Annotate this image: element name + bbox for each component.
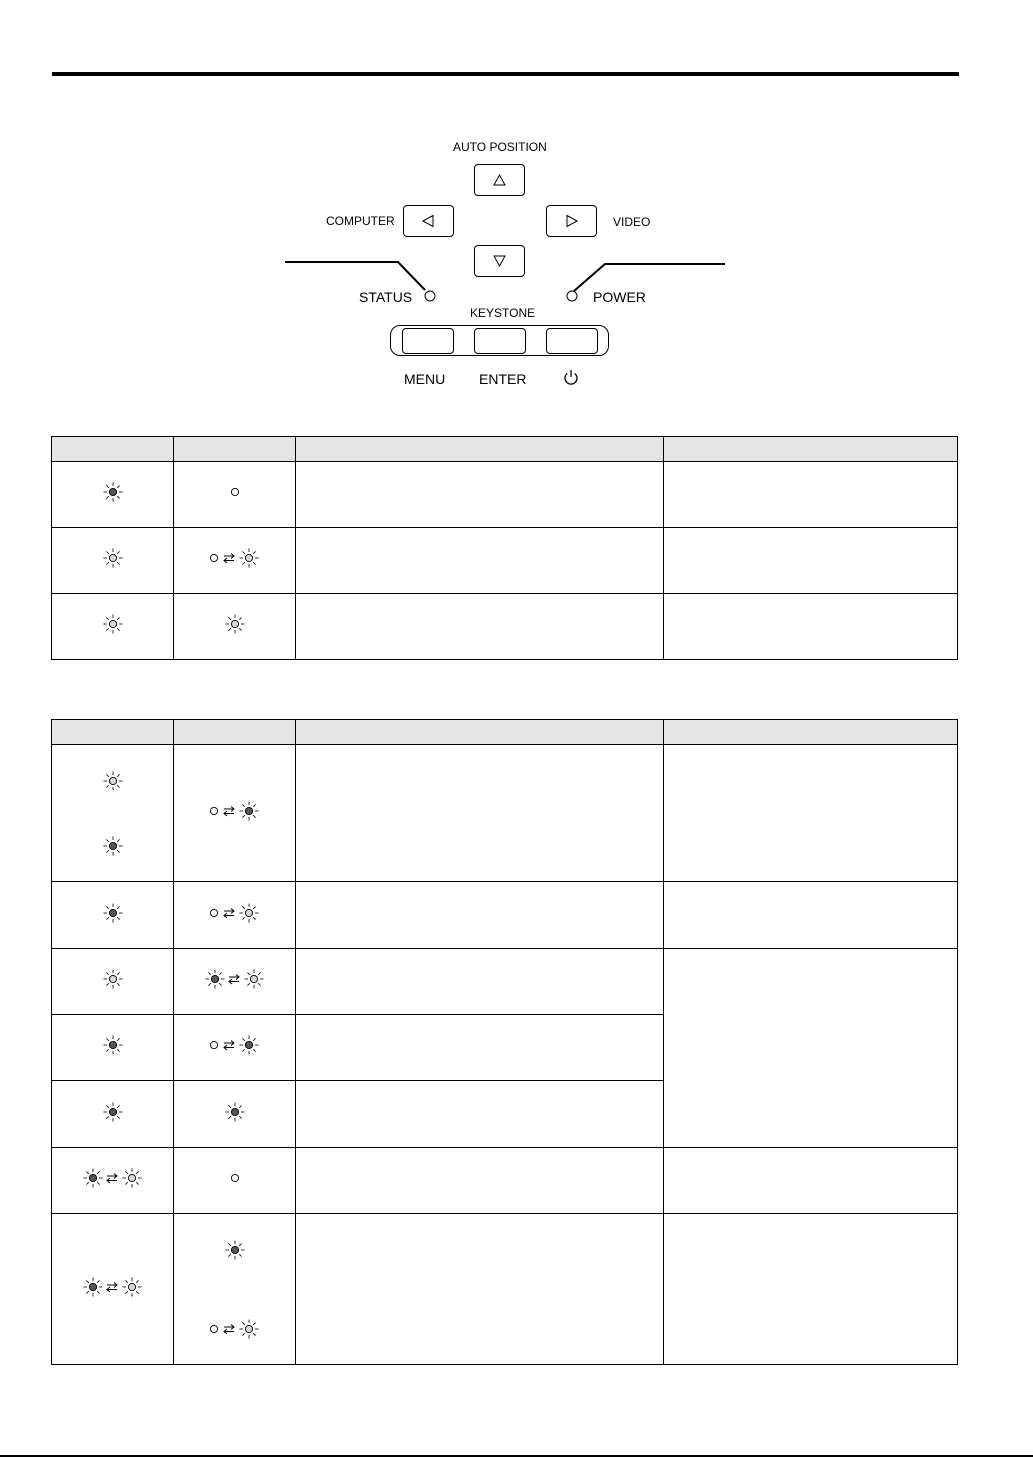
status-led-cell (52, 949, 174, 1015)
power-led-cell (174, 745, 296, 882)
header-cell (174, 720, 296, 745)
off-swap-lit-light-led-icon (209, 902, 261, 924)
computer-label: COMPUTER (326, 214, 395, 228)
table-row (52, 1148, 958, 1214)
header-cell (174, 437, 296, 462)
off-swap-lit-light-led-icon (209, 547, 261, 569)
header-cell (52, 437, 174, 462)
menu-button[interactable] (402, 328, 454, 354)
remedy-cell (664, 1148, 958, 1214)
header-cell (664, 720, 958, 745)
condition-cell (296, 1214, 664, 1365)
menu-label: MENU (404, 371, 446, 387)
remedy-cell (664, 949, 958, 1148)
table-row (52, 745, 958, 882)
lit-dark-led-icon (102, 481, 124, 503)
up-arrow-icon (475, 165, 524, 195)
power-led-cell (174, 594, 296, 660)
status-led-cell (52, 882, 174, 949)
condition-cell (296, 1015, 664, 1081)
status-label: STATUS (359, 289, 413, 305)
power-led-cell (174, 1015, 296, 1081)
left-arrow-icon (404, 206, 453, 236)
left-button[interactable] (403, 205, 454, 237)
off-swap-lit-light-led-icon (209, 1318, 261, 1340)
lit-light-led-icon (102, 968, 124, 990)
condition-cell (296, 949, 664, 1015)
table-row (52, 594, 958, 660)
status-led-cell (52, 462, 174, 528)
header-cell (296, 437, 664, 462)
indicator-table-warning (51, 719, 958, 1365)
table-row (52, 882, 958, 949)
lit-light-led-icon (102, 770, 124, 792)
table-row (52, 528, 958, 594)
condition-cell (296, 462, 664, 528)
power-led-cell (174, 528, 296, 594)
litdark-swap-litlight-led-icon (83, 1167, 143, 1189)
off-led-icon (229, 481, 241, 503)
remedy-cell (664, 745, 958, 882)
lit-dark-led-icon (102, 902, 124, 924)
table-row (52, 949, 958, 1015)
condition-cell (296, 882, 664, 949)
off-led-icon (229, 1167, 241, 1189)
video-label: VIDEO (613, 215, 651, 229)
power-led-cell (174, 1081, 296, 1148)
header-cell (664, 437, 958, 462)
lit-dark-led-icon (224, 1239, 246, 1261)
auto-position-label: AUTO POSITION (453, 140, 547, 154)
header-cell (296, 720, 664, 745)
status-led-cell (52, 1148, 174, 1214)
status-led-cell (52, 1015, 174, 1081)
status-led-cell (52, 745, 174, 882)
callout-lines (280, 255, 730, 305)
right-button[interactable] (546, 205, 597, 237)
table-header-row (52, 437, 958, 462)
lit-dark-led-icon (102, 835, 124, 857)
bottom-rule (0, 1455, 1033, 1457)
lit-light-led-icon (224, 613, 246, 635)
lit-light-led-icon (102, 613, 124, 635)
lit-dark-led-icon (102, 1101, 124, 1123)
power-led-cell (174, 1214, 296, 1365)
condition-cell (296, 745, 664, 882)
keystone-label: KEYSTONE (470, 306, 536, 320)
power-button[interactable] (546, 328, 598, 354)
condition-cell (296, 528, 664, 594)
remedy-cell (664, 528, 958, 594)
lit-dark-led-icon (102, 1034, 124, 1056)
up-button[interactable] (474, 164, 525, 196)
litdark-swap-litlight-led-icon (205, 968, 265, 990)
control-panel-diagram (0, 0, 1033, 400)
power-symbol-icon (562, 368, 580, 386)
status-led-cell (52, 1214, 174, 1365)
lit-dark-led-icon (224, 1101, 246, 1123)
remedy-cell (664, 882, 958, 949)
power-led-icon (565, 289, 579, 303)
power-label: POWER (593, 289, 646, 305)
remedy-cell (664, 594, 958, 660)
remedy-cell (664, 462, 958, 528)
power-led-cell (174, 1148, 296, 1214)
off-swap-lit-dark-led-icon (209, 800, 261, 822)
indicator-table-normal (51, 436, 958, 660)
table-header-row (52, 720, 958, 745)
lit-light-led-icon (102, 547, 124, 569)
condition-cell (296, 594, 664, 660)
table-row (52, 462, 958, 528)
status-led-cell (52, 528, 174, 594)
enter-label: ENTER (479, 371, 527, 387)
power-led-cell (174, 949, 296, 1015)
enter-button[interactable] (474, 328, 526, 354)
header-cell (52, 720, 174, 745)
table-row (52, 1214, 958, 1365)
condition-cell (296, 1148, 664, 1214)
condition-cell (296, 1081, 664, 1148)
power-led-cell (174, 882, 296, 949)
right-arrow-icon (547, 206, 596, 236)
status-led-icon (423, 289, 437, 303)
off-swap-lit-dark-led-icon (209, 1034, 261, 1056)
remedy-cell (664, 1214, 958, 1365)
power-led-cell (174, 462, 296, 528)
status-led-cell (52, 594, 174, 660)
status-led-cell (52, 1081, 174, 1148)
litdark-swap-litlight-led-icon (83, 1276, 143, 1298)
